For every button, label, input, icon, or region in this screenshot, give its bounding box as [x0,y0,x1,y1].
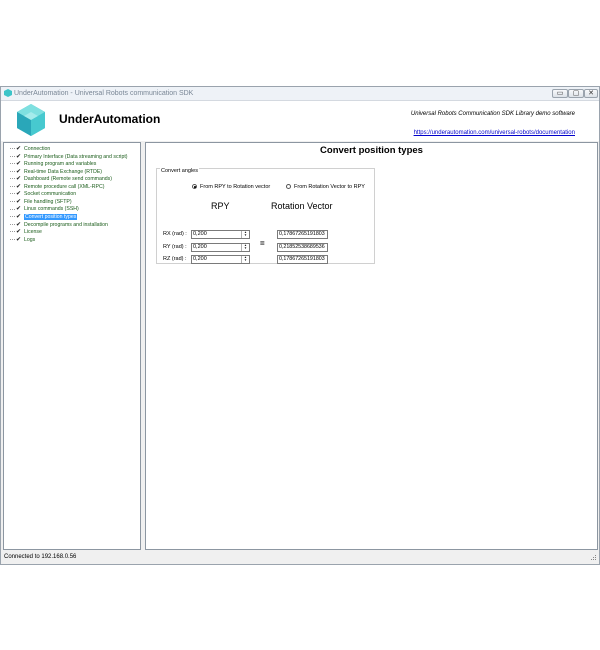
rx-label: RX (rad) : [163,231,187,237]
tree-connector [10,148,15,149]
maximize-icon: ▢ [572,90,580,97]
rpy-header: RPY [211,201,230,211]
sidebar-item-label: Connection [24,146,51,152]
tree-connector [10,239,15,240]
equals-sign: = [260,239,265,248]
check-icon: ✔ [16,153,22,160]
group-label: Convert angles [161,168,198,174]
tree-connector [10,156,15,157]
close-button[interactable] [584,89,598,98]
sidebar-item-label: Decompile programs and installation [24,221,108,228]
close-icon: ✕ [588,90,594,97]
sidebar-item-label: Linux commands (SSH) [24,206,79,213]
ry-spin[interactable] [241,244,249,251]
documentation-link[interactable]: https://underautomation.com/universal-robots/documentation [413,130,575,136]
spin-up-icon[interactable]: ▲ [244,230,247,234]
ry-rotation-vector-field[interactable]: 0,21852538689536 [277,243,328,252]
radio-label: From RPY to Rotation vector [200,184,271,190]
sidebar-item-label: Logs [24,236,36,243]
ry-label: RY (rad) : [163,244,187,250]
radio-selected-icon [192,184,197,189]
rz-stepper[interactable] [191,255,250,264]
status-bar [1,551,599,564]
tree-connector [10,201,15,202]
check-icon: ✔ [16,221,22,228]
check-icon: ✔ [16,168,22,175]
tree-connector [10,224,15,225]
sidebar-item-label: Real-time Data Exchange (RTDE) [24,168,103,175]
rz-rotation-vector-field[interactable]: 0,17867265191803 [277,255,328,264]
check-icon: ✔ [16,198,22,205]
rz-input[interactable] [193,256,240,263]
tree-connector [10,231,15,232]
ry-input[interactable] [193,244,240,251]
tree-connector [10,186,15,187]
sidebar-item-label: Running program and variables [24,161,97,168]
rx-rotation-vector-field[interactable]: 0,178672651918​03 [277,230,328,239]
check-icon: ✔ [16,146,22,152]
nav-tree [3,142,141,550]
page-title: Convert position types [320,145,423,156]
main-panel [145,142,598,550]
rz-spin[interactable] [241,256,249,263]
check-icon: ✔ [16,191,22,198]
rx-input[interactable] [193,231,240,238]
tree-connector [10,171,15,172]
radio-unselected-icon [286,184,291,189]
title-bar[interactable] [1,87,599,101]
brand-name: UnderAutomation [59,112,161,126]
radio-rotation-vector-to-rpy[interactable] [286,183,365,191]
rx-spin[interactable] [241,231,249,238]
check-icon: ✔ [16,206,22,213]
spin-down-icon[interactable]: ▼ [244,246,247,250]
rz-label: RZ (rad) : [163,256,187,262]
convert-angles-group [156,168,375,264]
rotation-vector-header: Rotation Vector [271,201,333,211]
spin-down-icon[interactable]: ▼ [244,233,247,237]
minimize-button[interactable] [552,89,568,98]
check-icon: ✔ [16,213,22,220]
connection-status: Connected to 192.168.0.56 [4,554,77,560]
spin-down-icon[interactable]: ▼ [244,258,247,262]
tree-connector [10,178,15,179]
tagline: Universal Robots Communication SDK Library demo software [410,111,575,117]
tree-connector [10,216,15,217]
sidebar-item-label: Convert position types [25,213,77,220]
tree-connector [10,193,15,194]
sidebar-item-label: Dashboard (Remote send commands) [24,176,112,183]
radio-rpy-to-rotation-vector[interactable] [192,183,270,191]
sidebar-item-label: File handling (SFTP) [24,198,72,205]
radio-label: From Rotation Vector to RPY [294,184,365,190]
ry-stepper[interactable] [191,243,250,252]
check-icon: ✔ [16,229,22,236]
sidebar-item[interactable] [10,236,35,244]
logo-icon [14,103,48,137]
check-icon: ✔ [16,176,22,183]
app-icon [4,89,12,97]
tree-connector [10,209,15,210]
check-icon: ✔ [16,236,22,243]
sidebar-item-label: License [24,229,42,236]
sidebar-item-label: Remote procedure call (XML-RPC) [24,183,105,190]
spin-up-icon[interactable]: ▲ [244,243,247,247]
spin-up-icon[interactable]: ▲ [244,255,247,259]
sidebar-item-label: Primary Interface (Data streaming and script) [24,153,128,160]
window-title: UnderAutomation - Universal Robots communication SDK [14,90,194,97]
rx-stepper[interactable] [191,230,250,239]
check-icon: ✔ [16,183,22,190]
minimize-icon: ▭ [556,90,564,97]
check-icon: ✔ [16,161,22,168]
tree-connector [10,163,15,164]
sidebar-item-label: Socket communication [24,191,77,198]
app-window [0,86,600,565]
app-header [1,101,599,141]
maximize-button[interactable] [568,89,584,98]
resize-grip-icon[interactable] [591,555,597,561]
